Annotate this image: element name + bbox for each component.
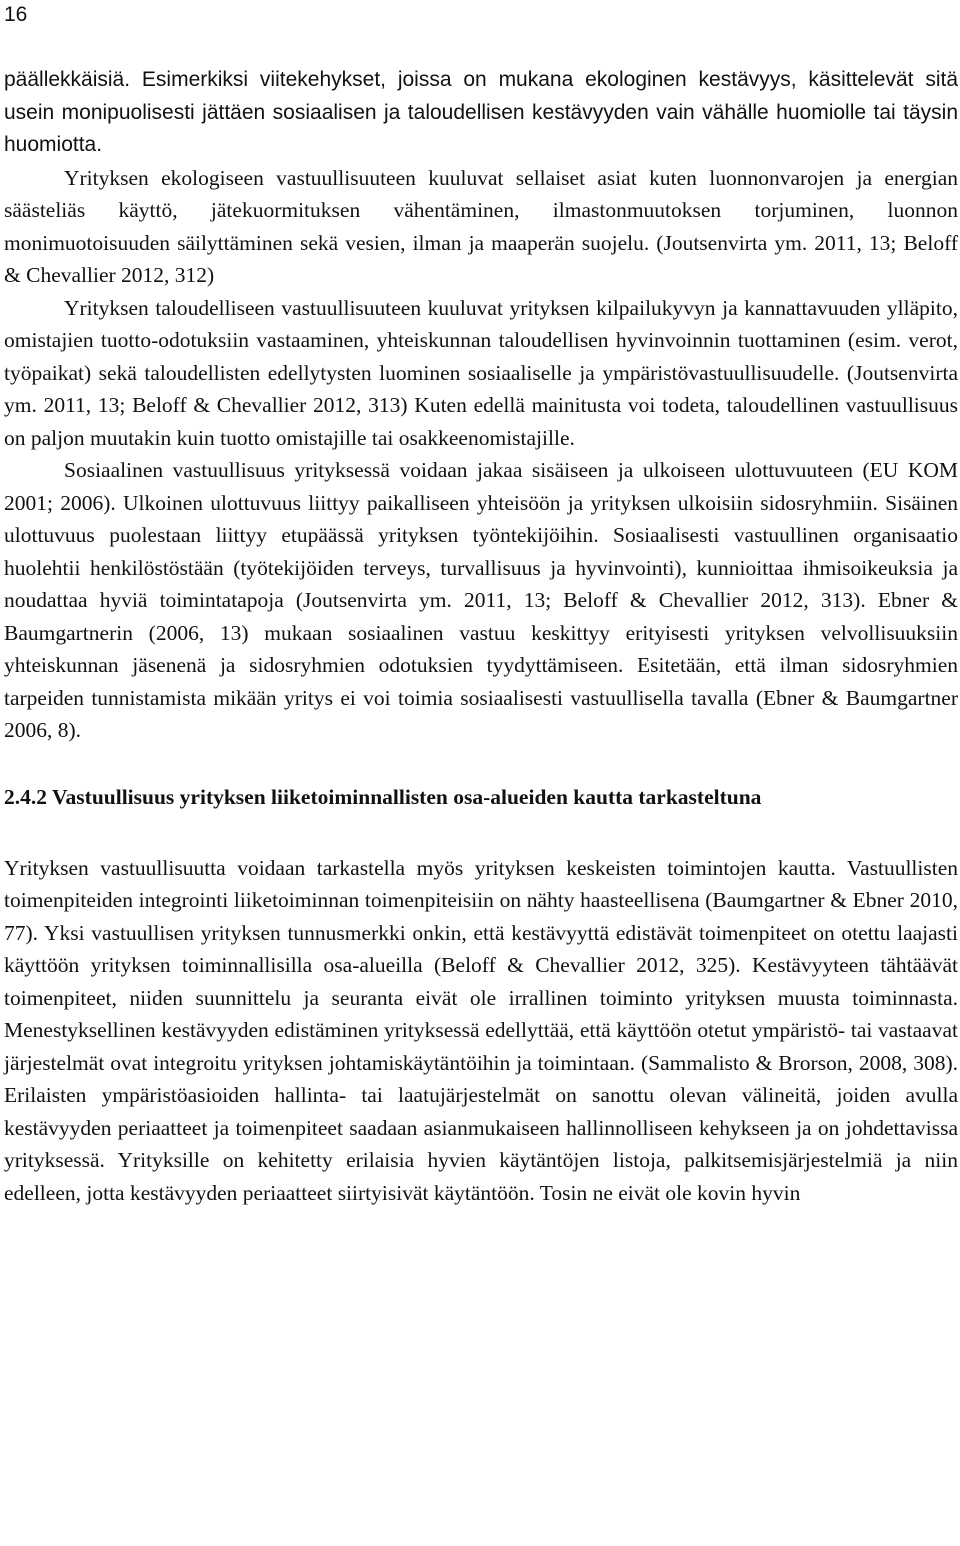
paragraph-intro: päällekkäisiä. Esimerkiksi viitekehykset, joissa on mukana ekologinen kestävyys, käsittelevät sitä usein monipuolisesti jättäen sosiaalisen ja taloudellisen kestävyyden vain vähälle huomiolle tai täysin huomiotta. — [4, 68, 958, 156]
paragraph-business-areas: Yrityksen vastuullisuutta voidaan tarkastella myös yrityksen keskeisten toimintojen kautta. Vastuullisten toimenpiteiden integrointi liiketoiminnan toimenpiteisiin on nähty haasteellisena (Baumgartner & Ebner 2010, 77). Yksi vastuullisen yrityksen tunnusmerkki onkin, että kestävyyttä edistävät toimenpiteet on otettu laajasti käyttöön yrityksen toiminnallisilla osa-alueilla (Beloff & Chevallier 2012, 325). Kestävyyteen tähtäävät toimenpiteet, niiden suunnittelu ja seuranta eivät ole irrallinen toiminto yrityksen muusta toiminnasta. Menestyksellinen kestävyyden edistäminen yrityksessä edellyttää, että käyttöön otetut ympäristö- tai vastaavat järjestelmät ovat integroitu yrityksen johtamiskäytäntöihin ja toimintaan. (Sammalisto & Brorson, 2008, 308). Erilaisten ympäristöasioiden hallinta- tai laatujärjestelmät on sanottu olevan välineitä, joiden avulla kestävyyden periaatteet ja toimenpiteet saadaan asianmukaiseen hallinnolliseen kehykseen ja on johdettavissa yrityksessä. Yrityksille on kehitetty erilaisia hyvien käytäntöjen listoja, palkitsemisjärjestelmiä ja niin edelleen, jotta kestävyyden periaatteet siirtyisivät käytäntöön. Tosin ne eivät ole kovin hyvin — [4, 855, 958, 1205]
paragraph-ecological: Yrityksen ekologiseen vastuullisuuteen kuuluvat sellaiset asiat kuten luonnonvarojen ja energian säästeliäs käyttö, jätekuormituksen vähentäminen, ilmastonmuutoksen torjuminen, luonnon monimuotoisuuden säilyttäminen sekä vesien, ilman ja maaperän suojelu. (Joutsenvirta ym. 2011, 13; Beloff & Chevallier 2012, 312) — [4, 165, 958, 287]
paragraph-social: Sosiaalinen vastuullisuus yrityksessä voidaan jakaa sisäiseen ja ulkoiseen ulottuvuuteen (EU KOM 2001; 2006). Ulkoinen ulottuvuus liittyy paikalliseen yhteisöön ja yrityksen ulkoisiin sidosryhmiin. Sisäinen ulottuvuus puolestaan liittyy etupäässä yrityksen työntekijöihin. Sosiaalisesti vastuullinen organisaatio huolehtii henkilöstöstään (työtekijöiden terveys, turvallisuus ja hyvinvointi), kunnioittaa ihmisoikeuksia ja noudattaa hyviä toimintatapoja (Joutsenvirta ym. 2011, 13; Beloff & Chevallier 2012, 313). Ebner & Baumgartnerin (2006, 13) mukaan sosiaalinen vastuu keskittyy erityisesti yrityksen velvollisuuksiin yhteiskunnan jäsenenä ja sidosryhmien odotuksien tyydyttämiseen. Esitetään, että ilman sidosryhmien tarpeiden tunnistamista mikään yritys ei voi toimia sosiaalisesti vastuullisella tavalla (Ebner & Baumgartner 2006, 8). — [4, 458, 958, 742]
paragraph-economic: Yrityksen taloudelliseen vastuullisuuteen kuuluvat yrityksen kilpailukyvyn ja kannattavuuden ylläpito, omistajien tuotto-odotuksiin vastaaminen, yhteiskunnan taloudellisen hyvinvoinnin tuottaminen (esim. verot, työpaikat) sekä taloudellisten edellytysten luominen sosiaaliselle ja ympäristövastuullisuudelle. (Joutsenvirta ym. 2011, 13; Beloff & Chevallier 2012, 313) Kuten edellä mainitusta voi todeta, taloudellinen vastuullisuus on paljon muutakin kuin tuotto omistajille tai osakkeenomistajille. — [4, 295, 958, 450]
page-number: 16 — [4, 3, 28, 26]
spacer — [4, 28, 958, 64]
section-heading: 2.4.2 Vastuullisuus yrityksen liiketoiminnallisten osa-alueiden kautta tarkasteltuna — [4, 784, 762, 809]
